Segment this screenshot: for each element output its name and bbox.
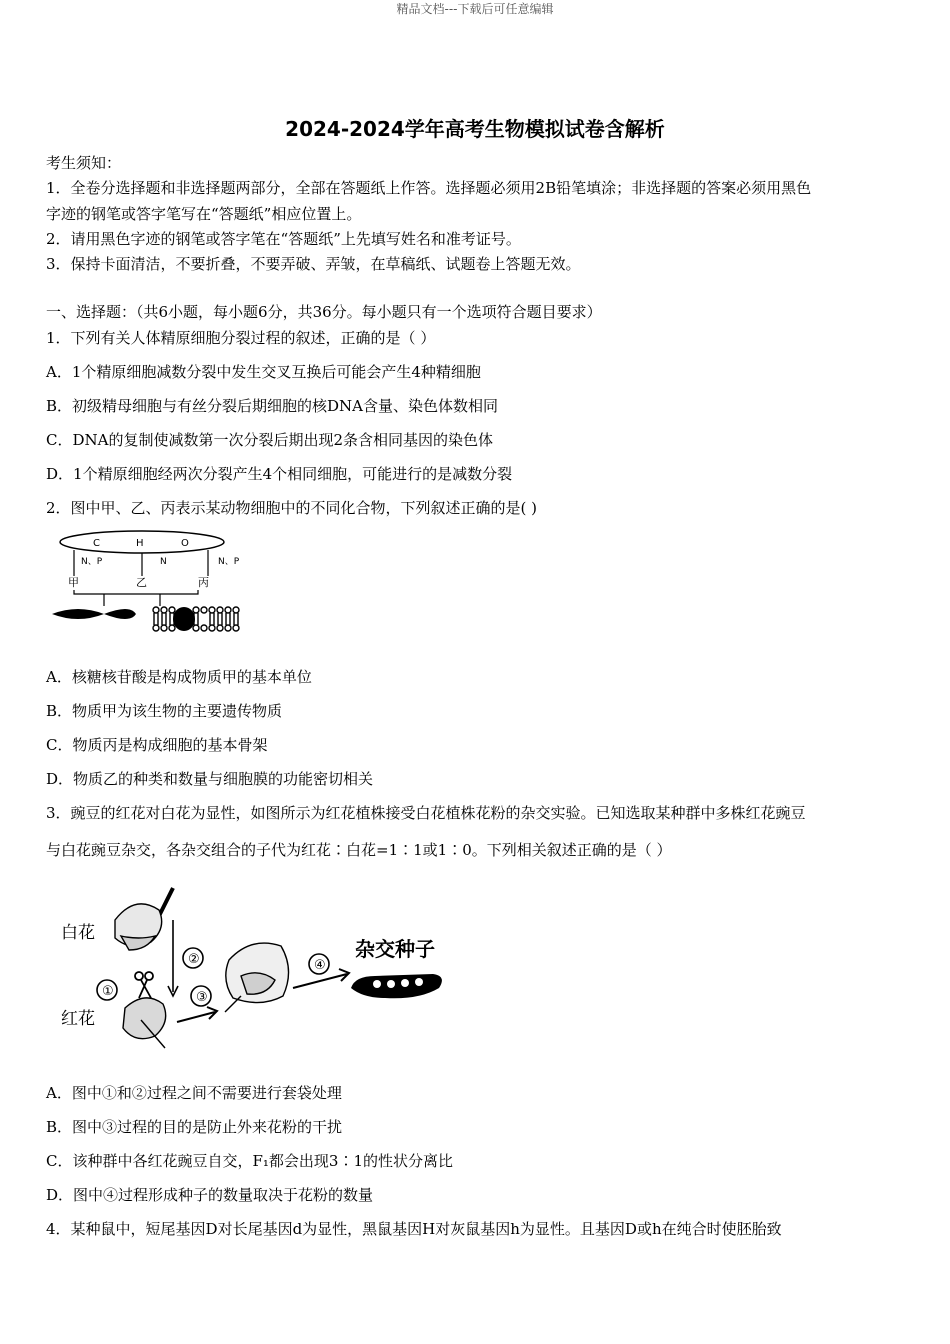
scissors-icon [135,972,153,998]
label-jia: 甲 [68,576,79,589]
question-2-option-a: A．核糖核苷酸是构成物质甲的基本单位 [46,668,312,686]
hybrid-seed-label: 杂交种子 [355,937,435,961]
step-1-label: ① [102,984,114,999]
question-1-option-a: A．1个精原细胞减数分裂中发生交叉互换后可能会产生4种精细胞 [46,363,481,381]
question-1-option-b: B．初级精母细胞与有丝分裂后期细胞的核DNA含量、染色体数相同 [46,397,499,415]
question-3-option-d: D．图中④过程形成种子的数量取决于花粉的数量 [46,1186,374,1204]
question-1-stem: 1．下列有关人体精原细胞分裂过程的叙述，正确的是（ ） [46,329,436,347]
red-flower-icon [123,998,166,1048]
notice-heading: 考生须知： [46,154,122,172]
question-2-option-c: C．物质丙是构成细胞的基本骨架 [46,736,268,754]
arrow-label-left: N、P [81,557,103,567]
label-yi: 乙 [136,576,147,589]
step-4-label: ④ [314,958,326,973]
bagged-flower-icon [225,943,289,1012]
page-title: 2024-2024学年高考生物模拟试卷含解析 [285,117,665,141]
section-heading: 一、选择题：（共6小题，每小题6分，共36分。每小题只有一个选项符合题目要求） [46,303,602,321]
page-header: 精品文档---下载后可任意编辑 [396,2,554,16]
question-3-option-b: B．图中③过程的目的是防止外来花粉的干扰 [46,1118,343,1136]
cell-membrane-icon [153,607,239,631]
element-o: O [181,538,189,549]
question-3-stem-line2: 与白花豌豆杂交，各杂交组合的子代为红花∶白花=1∶1或1∶0。下列相关叙述正确的是（ ） [46,841,672,859]
chromosome-icon [52,609,136,619]
white-flower-icon [115,904,162,950]
notice-item: 2．请用黑色字迹的钢笔或答字笔在“答题纸”上先填写姓名和准考证号。 [46,230,521,248]
element-c: C [93,538,100,549]
red-flower-label: 红花 [61,1009,95,1029]
question-1-option-d: D．1个精原细胞经两次分裂产生4个相同细胞，可能进行的是减数分裂 [46,465,513,483]
notice-item: 1．全卷分选择题和非选择题两部分，全部在答题纸上作答。选择题必须用2B铅笔填涂；非选择题的答案必须用黑色 [46,179,812,197]
question-3-option-a: A．图中①和②过程之间不需要进行套袋处理 [46,1084,342,1102]
element-h: H [136,538,144,549]
question-1-option-c: C．DNA的复制使减数第一次分裂后期出现2条含相同基因的染色体 [46,431,494,449]
notice-item: 3．保持卡面清洁，不要折叠，不要弄破、弄皱，在草稿纸、试题卷上答题无效。 [46,255,581,273]
compound-diagram [48,528,258,640]
question-2-option-d: D．物质乙的种类和数量与细胞膜的功能密切相关 [46,770,374,788]
question-2-stem: 2．图中甲、乙、丙表示某动物细胞中的不同化合物，下列叙述正确的是( ) [46,499,538,517]
question-3-option-c: C．该种群中各红花豌豆自交，F₁都会出现3∶1的性状分离比 [46,1152,453,1170]
pea-pod-icon [351,974,442,998]
label-bing: 丙 [198,576,209,589]
step-3-label: ③ [196,990,208,1005]
white-flower-label: 白花 [61,923,95,943]
question-4-stem: 4．某种鼠中，短尾基因D对长尾基因d为显性，黑鼠基因H对灰鼠基因h为显性。且基因D或h在纯合时使胚胎致 [46,1220,782,1238]
notice-item: 字迹的钢笔或答字笔写在“答题纸”相应位置上。 [46,205,362,223]
question-3-stem-line1: 3．豌豆的红花对白花为显性，如图所示为红花植株接受白花植株花粉的杂交实验。已知选取某种群中多株红花豌豆 [46,804,806,822]
step-2-label: ② [188,952,200,967]
question-2-option-b: B．物质甲为该生物的主要遗传物质 [46,702,283,720]
arrow-label-middle: N [160,557,167,567]
arrow-label-right: N、P [218,557,240,567]
pea-hybridization-diagram [55,880,465,1055]
membrane-protein-icon [173,607,195,631]
